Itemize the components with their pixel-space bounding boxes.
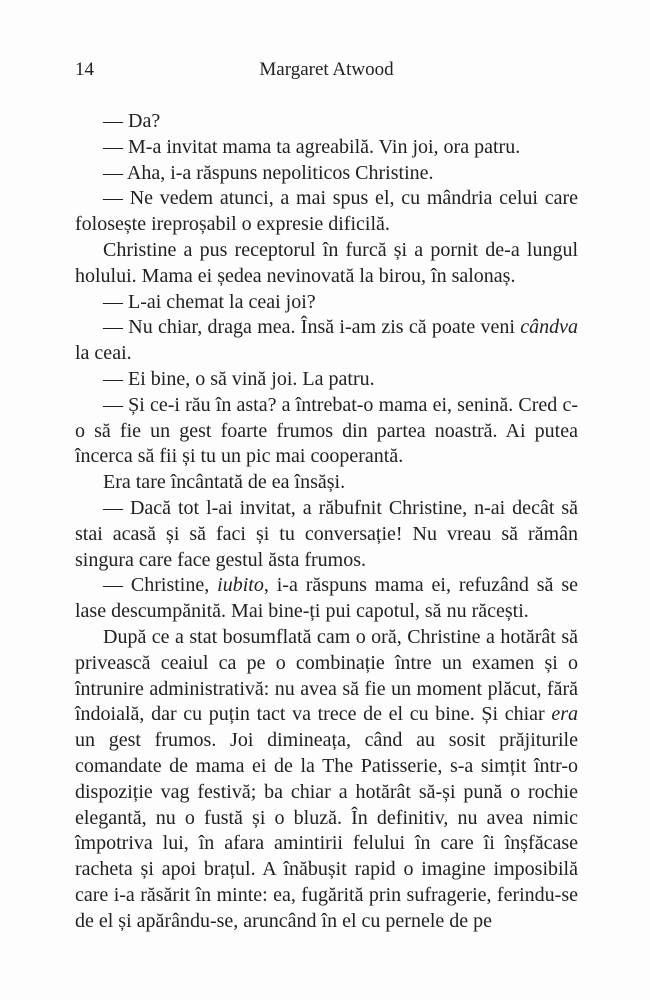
text-segment: — Dacă tot l-ai invitat, a răbufnit Christine, n-ai decât să stai acasă și să faci și tu conversație! Nu vreau să rămân singura care face gestul ăsta frumos. bbox=[75, 496, 578, 571]
paragraph bbox=[75, 186, 578, 238]
paragraph bbox=[75, 290, 578, 316]
text-segment: — Aha, i-a răspuns nepoliticos Christine. bbox=[103, 161, 434, 184]
text-segment: Era tare încântată de ea însăși. bbox=[103, 471, 346, 494]
paragraph bbox=[75, 470, 578, 496]
paragraph bbox=[75, 393, 578, 470]
italic-text-segment: iubito bbox=[217, 574, 264, 597]
text-segment: — Și ce-i rău în asta? a întrebat-o mama ei, senină. Cred c-o să fie un gest foarte frumos din partea noastră. Ai putea încerca să fii și tu un pic mai cooperantă. bbox=[75, 393, 578, 468]
italic-text-segment: cândva bbox=[520, 316, 578, 339]
running-head: Margaret Atwood bbox=[259, 59, 394, 80]
page-number: 14 bbox=[75, 59, 94, 80]
text-segment: un gest frumos. Joi dimineața, când au sosit prăjiturile comandate de mama ei de la The Patisserie, s-a simțit într-o dispoziție vag festivă; ba chiar a hotărât să-și pună o rochie elegantă, nu o fustă și o bluză. În definitiv, nu avea nimic împotriva lui, în afara amintirii felului în care îi înșfăcase racheta și apoi brațul. A înăbușit rapid o imagine imposibilă care i-a răsărit în minte: ea, fugărită prin sufragerie, ferindu-se de el și apărându-se, aruncând în el cu pernele de pe bbox=[75, 729, 578, 932]
paragraph bbox=[75, 109, 578, 135]
text-segment: — Ne vedem atunci, a mai spus el, cu mândria celui care folosește ireproșabil o expresie dificilă. bbox=[75, 187, 578, 236]
text-segment: , i-a răspuns mama ei, refuzând să se lase descumpănită. Mai bine-ți pui capotul, să nu răcești. bbox=[75, 574, 578, 623]
text-segment: — M-a invitat mama ta agreabilă. Vin joi, ora patru. bbox=[103, 135, 521, 158]
text-segment: — Christine, bbox=[103, 574, 218, 597]
page-header bbox=[75, 58, 578, 81]
paragraph bbox=[75, 367, 578, 393]
text-segment: — L-ai chemat la ceai joi? bbox=[103, 290, 316, 313]
paragraph bbox=[75, 315, 578, 367]
text-segment: — Da? bbox=[103, 110, 161, 132]
text-segment: După ce a stat bosumflată cam o oră, Christine a hotărât să privească ceaiul ca pe o combinație între un examen și o întrunire administrativă: nu avea să fie un moment plăcut, fără îndoială, dar cu puțin tact va trece de el cu bine. Și chiar bbox=[75, 625, 578, 726]
text-segment: la ceai. bbox=[75, 342, 132, 365]
paragraph bbox=[75, 496, 578, 573]
text-segment: — Ei bine, o să vină joi. La patru. bbox=[103, 367, 375, 390]
paragraph bbox=[75, 238, 578, 290]
paragraph bbox=[75, 625, 578, 935]
body-text bbox=[75, 109, 578, 935]
italic-text-segment: era bbox=[551, 703, 578, 726]
paragraph bbox=[75, 135, 578, 161]
text-segment: — Nu chiar, draga mea. Însă i-am zis că poate veni bbox=[103, 316, 521, 339]
paragraph bbox=[75, 573, 578, 625]
text-segment: Christine a pus receptorul în furcă și a pornit de-a lungul holului. Mama ei ședea nevinovată la birou, în salonaș. bbox=[75, 238, 578, 287]
paragraph bbox=[75, 161, 578, 187]
